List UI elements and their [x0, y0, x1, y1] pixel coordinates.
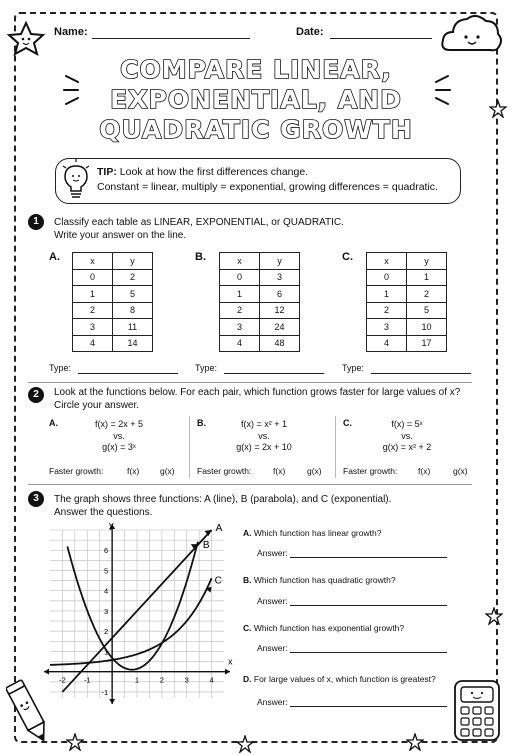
x-axis-label: x [228, 656, 233, 667]
table-cell: 5 [113, 286, 153, 303]
table-header: y [407, 253, 447, 270]
q1-instruction-line1: Classify each table as LINEAR, EXPONENTIAL, or QUADRATIC. [54, 217, 344, 228]
type-label: Type: [195, 363, 218, 373]
x-tick-label: -1 [83, 675, 91, 685]
star-icon [6, 20, 46, 56]
cloud-icon [440, 10, 504, 56]
name-field[interactable] [92, 38, 250, 39]
answer-field-c[interactable] [290, 652, 447, 653]
choice-g[interactable]: g(x) [307, 466, 322, 476]
y-tick-label: 1 [103, 647, 109, 657]
tip-line2: Constant = linear, multiply = exponential, growing differences = quadratic. [97, 181, 438, 193]
table-cell: 6 [260, 286, 300, 303]
choice-f[interactable]: f(x) [418, 466, 431, 476]
question-letter: B. [243, 575, 252, 585]
function-f: f(x) = x² + 1 [240, 419, 287, 429]
q2-instruction [54, 386, 460, 412]
table-cell: 24 [260, 319, 300, 336]
y-axis-arrow [109, 699, 115, 704]
star-icon [406, 733, 424, 751]
table-cell: 5 [407, 302, 447, 319]
series-A-arrow [205, 530, 212, 536]
page-title-line2: EXPONENTIAL, AND [110, 85, 402, 114]
y-axis-label: y [109, 520, 114, 530]
q1-instruction [54, 216, 344, 242]
q3-question-a [243, 528, 381, 538]
type-label: Type: [342, 363, 365, 373]
answer-label: Answer: [257, 643, 288, 653]
table-cell: 4 [367, 335, 407, 352]
q3-instruction [54, 493, 391, 519]
lightbulb-icon [60, 158, 92, 202]
page-title-line1: COMPARE LINEAR, [120, 55, 392, 84]
answer-field-d[interactable] [290, 706, 447, 707]
x-axis-arrow [44, 669, 49, 675]
x-tick-label: 3 [184, 675, 189, 685]
function-pair-b [222, 419, 306, 454]
x-tick-label: 2 [159, 675, 164, 685]
series-C [50, 578, 212, 665]
table-cell: 3 [73, 319, 113, 336]
sparkle-icon [424, 72, 454, 112]
answer-label: Answer: [257, 548, 288, 558]
table-cell: 0 [73, 269, 113, 286]
date-field[interactable] [330, 38, 432, 39]
table-cell: 2 [407, 286, 447, 303]
date-label: Date: [296, 26, 324, 38]
table-cell: 12 [260, 302, 300, 319]
question-text: For large values of x, which function is greatest? [253, 674, 436, 684]
choice-f[interactable]: f(x) [127, 466, 140, 476]
faster-growth-label: Faster growth: [197, 466, 252, 476]
name-label: Name: [54, 26, 88, 38]
y-tick-label: 2 [103, 627, 109, 637]
table-cell: 1 [73, 286, 113, 303]
table-cell: 4 [73, 335, 113, 352]
pair-letter: A. [49, 418, 58, 428]
type-label: Type: [49, 363, 72, 373]
answer-field-a[interactable] [290, 557, 447, 558]
type-answer-b[interactable] [224, 373, 324, 374]
x-tick-label: 1 [134, 675, 140, 685]
y-tick-label: 5 [103, 566, 109, 576]
section-divider [28, 382, 472, 383]
question-text: Which function has exponential growth? [253, 623, 405, 633]
column-divider [189, 416, 190, 478]
question-number: 3 [28, 491, 44, 507]
table-cell: 2 [220, 302, 260, 319]
question-letter: D. [243, 674, 252, 684]
question-letter: A. [243, 528, 252, 538]
faster-growth-label: Faster growth: [49, 466, 104, 476]
answer-label: Answer: [257, 596, 288, 606]
growth-graph [38, 518, 238, 708]
x-axis-arrow [225, 669, 230, 675]
x-tick-label: 4 [209, 675, 214, 685]
question-number: 1 [28, 214, 44, 230]
question-text: Which function has quadratic growth? [253, 575, 396, 585]
table-cell: 1 [220, 286, 260, 303]
q3-instruction-line1: The graph shows three functions: A (line), B (parabola), and C (exponential). [54, 494, 392, 505]
tip-text [97, 165, 438, 195]
table-cell: 1 [407, 269, 447, 286]
q3-question-c [243, 623, 404, 633]
table-header: x [367, 253, 407, 270]
series-B [67, 542, 198, 670]
vs-label: vs. [401, 430, 413, 441]
table-cell: 4 [220, 335, 260, 352]
table-cell: 10 [407, 319, 447, 336]
choice-g[interactable]: g(x) [453, 466, 468, 476]
faster-growth-label: Faster growth: [343, 466, 398, 476]
tip-label: TIP: [97, 166, 117, 178]
curve-label: B [202, 540, 210, 552]
star-icon [236, 735, 254, 753]
table-a [72, 252, 153, 352]
table-cell: 48 [260, 335, 300, 352]
table-cell: 2 [73, 302, 113, 319]
y-tick-label: -1 [101, 687, 109, 697]
question-number: 2 [28, 387, 44, 403]
section-divider [28, 484, 472, 485]
y-tick-label: 4 [103, 586, 109, 596]
column-divider [335, 416, 336, 478]
table-letter: A. [49, 251, 60, 263]
q3-question-d [243, 674, 436, 684]
function-f: f(x) = 5ˣ [391, 419, 423, 429]
star-icon [485, 607, 503, 625]
answer-label: Answer: [257, 697, 288, 707]
q2-instruction-line1: Look at the functions below. For each pair, which function grows faster for large values of x? [54, 387, 461, 398]
function-pair-a [79, 419, 159, 454]
table-letter: C. [342, 251, 353, 263]
q3-question-b [243, 575, 396, 585]
y-tick-label: 6 [103, 546, 109, 556]
type-answer-c[interactable] [371, 373, 471, 374]
pencil-icon [6, 678, 52, 748]
function-f: f(x) = 2x + 5 [94, 419, 144, 429]
curve-label: A [215, 523, 223, 534]
pair-letter: C. [343, 418, 352, 428]
function-g: g(x) = x² + 2 [382, 442, 432, 452]
table-cell: 11 [113, 319, 153, 336]
q1-instruction-line2: Write your answer on the line. [54, 230, 187, 241]
calculator-icon [452, 679, 502, 743]
table-cell: 2 [367, 302, 407, 319]
answer-field-b[interactable] [290, 605, 447, 606]
curve-label: C [214, 575, 222, 587]
table-cell: 14 [113, 335, 153, 352]
table-header: x [220, 253, 260, 270]
sparkle-icon [60, 72, 90, 112]
question-letter: C. [243, 623, 252, 633]
tip-line1: Look at how the first differences change. [119, 166, 309, 178]
q2-instruction-line2: Circle your answer. [54, 400, 140, 411]
table-cell: 0 [367, 269, 407, 286]
function-g: g(x) = 2x + 10 [236, 442, 292, 452]
table-cell: 17 [407, 335, 447, 352]
x-tick-label: -2 [59, 675, 66, 685]
page-title-line3: QUADRATIC GROWTH [99, 115, 413, 144]
type-answer-a[interactable] [78, 373, 178, 374]
table-cell: 3 [260, 269, 300, 286]
pair-letter: B. [197, 418, 206, 428]
table-cell: 3 [220, 319, 260, 336]
vs-label: vs. [258, 430, 270, 441]
choice-g[interactable]: g(x) [160, 466, 175, 476]
table-cell: 3 [367, 319, 407, 336]
table-cell: 8 [113, 302, 153, 319]
choice-f[interactable]: f(x) [273, 466, 286, 476]
table-letter: B. [195, 251, 206, 263]
table-cell: 0 [220, 269, 260, 286]
table-cell: 1 [367, 286, 407, 303]
star-icon [66, 733, 84, 751]
question-text: Which function has linear growth? [253, 528, 382, 538]
table-b [219, 252, 300, 352]
q3-instruction-line2: Answer the questions. [54, 507, 153, 518]
function-pair-c [366, 419, 448, 454]
vs-label: vs. [113, 430, 125, 441]
table-cell: 2 [113, 269, 153, 286]
table-header: y [113, 253, 153, 270]
table-header: x [73, 253, 113, 270]
table-header: y [260, 253, 300, 270]
y-tick-label: 3 [103, 606, 109, 616]
function-g: g(x) = 3ˣ [102, 442, 136, 452]
table-c [366, 252, 447, 352]
